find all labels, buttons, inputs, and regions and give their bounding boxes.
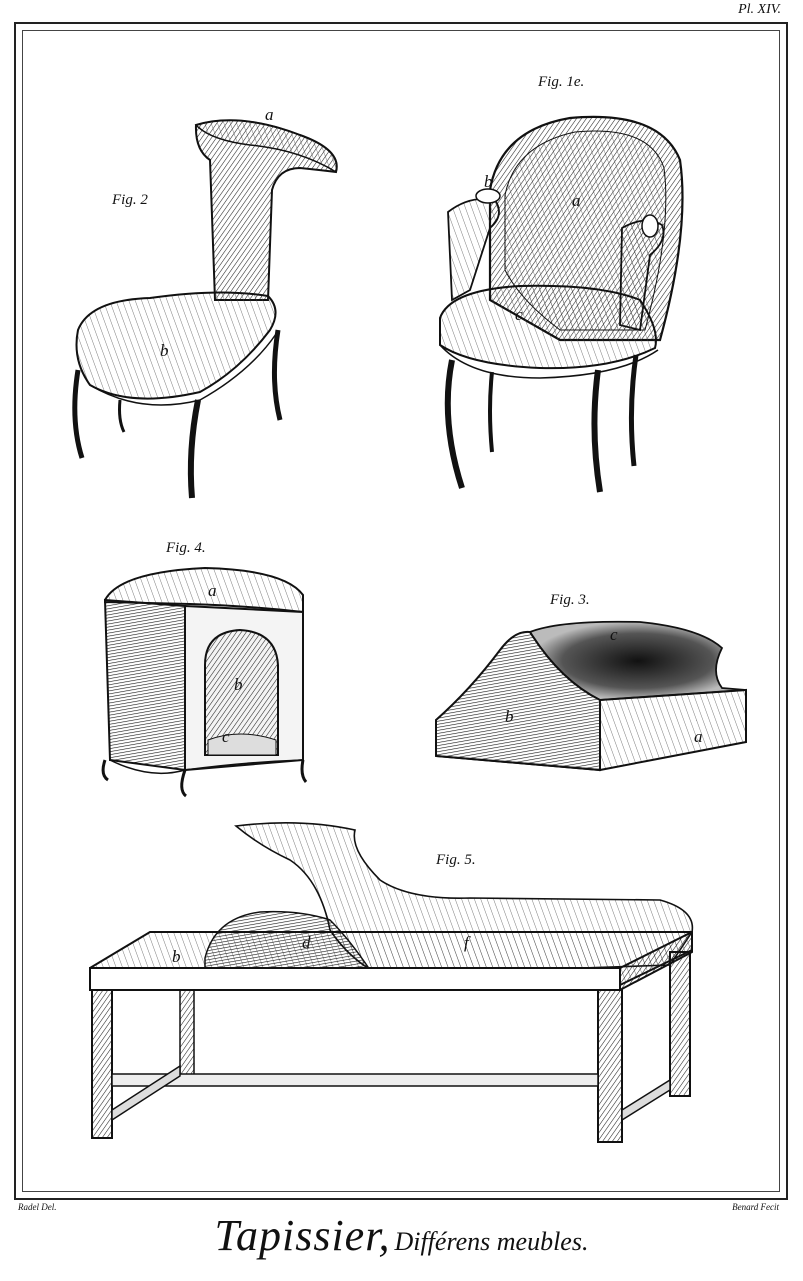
fig3-front [600,690,746,770]
engraver-credit: Benard Fecit [732,1202,779,1212]
fig2-seat [77,292,276,398]
fig1-letter-b: b [484,172,493,191]
fig1-seat [440,286,656,368]
fig4-side [105,600,185,770]
fig3-letter-b: b [505,707,514,726]
fig1-leg [631,355,636,466]
fig3-label: Fig. 3. [550,592,590,608]
plate-title-sub: Différens meubles. [394,1227,589,1256]
fig2-chair [75,105,337,498]
fig5-letter-d: d [302,933,311,952]
fig1-leg [448,360,462,488]
fig3-letter-a: a [694,727,703,746]
fig3-letter-c: c [610,625,618,644]
plate-number: Pl. XIV. [738,2,781,17]
fig4-label: Fig. 4. [166,540,206,556]
plate-title [0,1210,803,1261]
fig5-label: Fig. 5. [436,852,476,868]
fig5-stretcher [112,1074,598,1086]
fig3-cushion-box [436,592,746,770]
fig2-leg [75,370,82,458]
fig1-letter-a: a [572,191,581,210]
fig5-leg [92,990,112,1138]
fig5-leg [598,990,622,1142]
fig1-armchair [440,74,683,492]
fig1-letter-c: c [515,305,523,324]
fig5-letter-b: b [172,947,181,966]
fig2-letter-a: a [265,105,274,124]
fig4-letter-a: a [208,581,217,600]
fig2-letter-b: b [160,341,169,360]
draughtsman-credit: Radel Del. [18,1202,57,1212]
fig1-leg [594,370,600,492]
fig1-label: Fig. 1e. [538,74,585,90]
fig4-letter-c: c [222,727,230,746]
fig5-letter-f: f [464,933,469,952]
fig1-leg [490,372,492,452]
fig2-leg [191,400,198,498]
fig5-work-table [90,823,692,1142]
fig5-leg [670,952,690,1096]
fig2-leg [274,330,280,420]
fig4-cabinet [103,540,306,796]
plate-title-main: Tapissier, [214,1211,391,1260]
fig2-label: Fig. 2 [112,192,148,208]
fig4-letter-b: b [234,675,243,694]
